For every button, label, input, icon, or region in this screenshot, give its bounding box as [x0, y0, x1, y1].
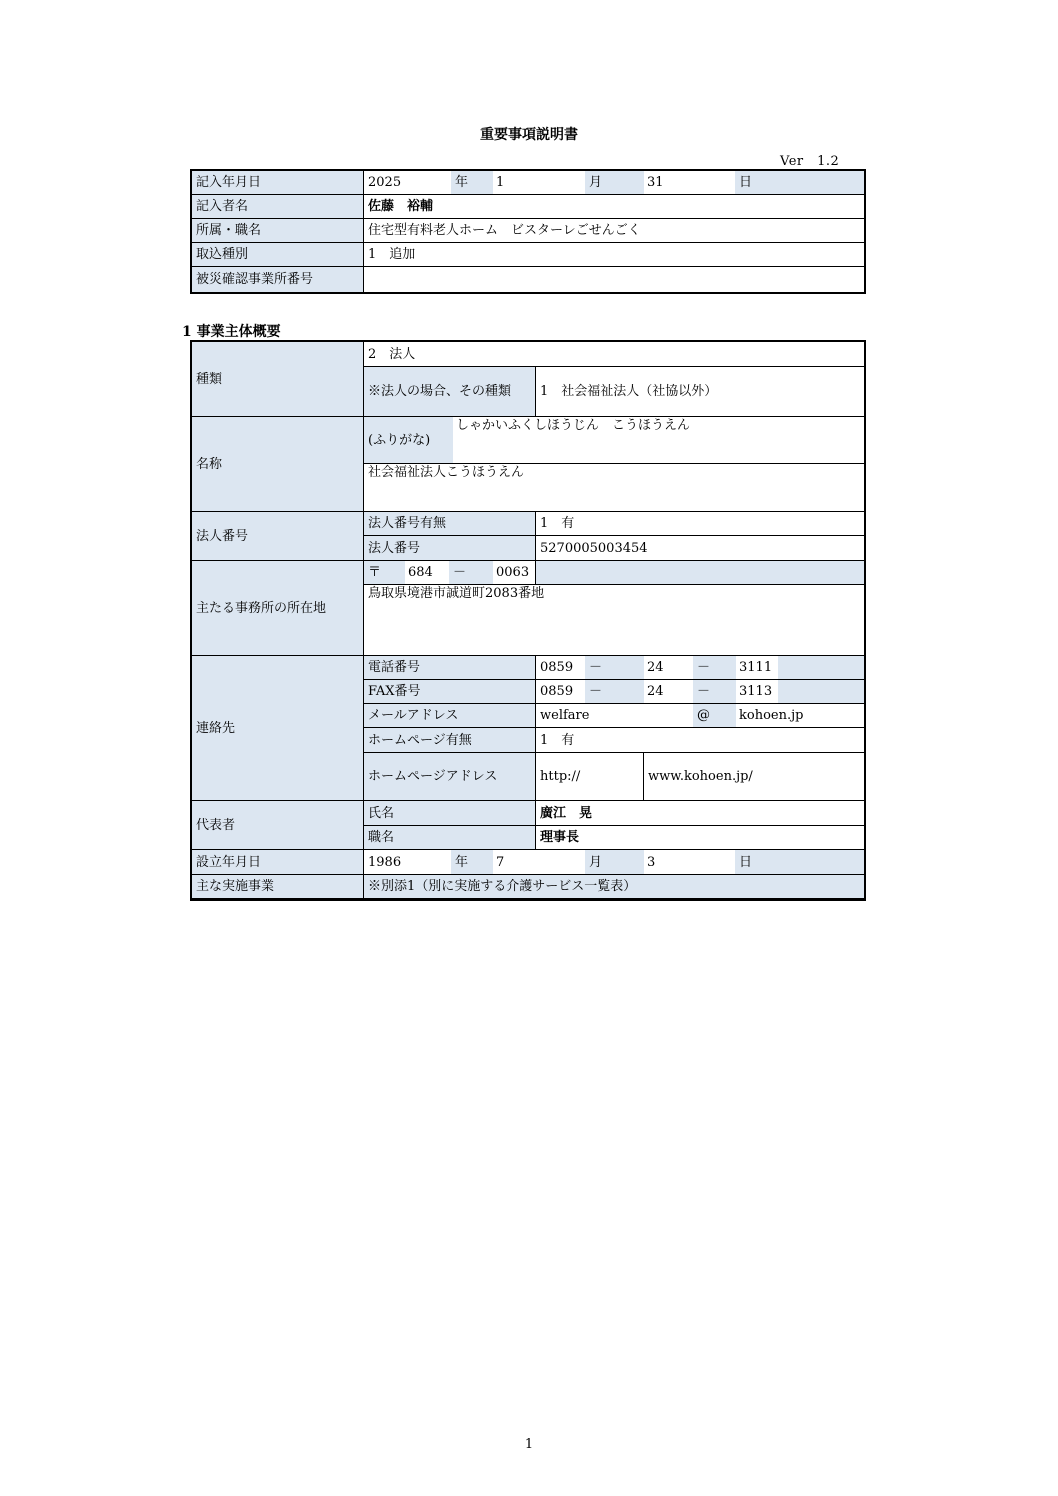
tel-part-3: 3111	[735, 655, 779, 680]
mail-domain: kohoen.jp	[735, 703, 865, 728]
corp-no-label: 法人番号	[191, 511, 364, 561]
corp-no-sub-label: 法人番号	[363, 535, 536, 561]
affiliation-value: 住宅型有料老人ホーム ビスターレごせんごく	[363, 218, 865, 243]
rep-label: 代表者	[191, 800, 364, 850]
est-month: 7	[492, 849, 586, 875]
document-title: 重要事項説明書	[480, 127, 578, 143]
version-label: Ver 1.2	[780, 154, 840, 169]
hp-has-value: 1 有	[535, 727, 865, 753]
organization-table-border	[190, 340, 866, 901]
corp-kind-label: ※法人の場合、その種類	[363, 366, 536, 417]
hp-has-label: ホームページ有無	[363, 727, 536, 753]
entry-day: 31	[643, 170, 736, 195]
entry-month: 1	[492, 170, 586, 195]
author-value: 佐藤 裕輔	[363, 194, 865, 219]
postal-dash: －	[449, 560, 493, 585]
affiliation-label: 所属・職名	[191, 218, 364, 243]
est-label: 設立年月日	[191, 849, 364, 875]
hp-host: www.kohoen.jp/	[643, 752, 865, 801]
entry-year: 2025	[363, 170, 452, 195]
tel-dash-1: －	[585, 655, 644, 680]
entry-date-label: 記入年月日	[191, 170, 364, 195]
fax-dash-1: －	[585, 679, 644, 704]
fax-part-1: 0859	[535, 679, 586, 704]
corp-no-value: 5270005003454	[535, 535, 865, 561]
mail-user: welfare	[535, 703, 694, 728]
est-day: 3	[643, 849, 736, 875]
disaster-office-label: 被災確認事業所番号	[191, 266, 364, 293]
page-number: 1	[524, 1437, 534, 1452]
furigana-value: しゃかいふくしほうじん こうほうえん	[452, 416, 865, 464]
contact-label: 連絡先	[191, 655, 364, 801]
corp-no-has-value: 1 有	[535, 511, 865, 536]
section-heading: 1 事業主体概要	[182, 324, 281, 340]
est-day-unit: 日	[735, 849, 865, 875]
corp-kind-value: 1 社会福祉法人（社協以外）	[535, 366, 865, 417]
address-value: 鳥取県境港市誠道町2083番地	[363, 584, 865, 656]
address-label: 主たる事務所の所在地	[191, 560, 364, 656]
postal-code-2: 0063	[492, 560, 536, 585]
author-label: 記入者名	[191, 194, 364, 219]
name-label: 名称	[191, 416, 364, 512]
tel-dash-2: －	[693, 655, 736, 680]
main-business-value: ※別添1（別に実施する介護サービス一覧表）	[363, 874, 865, 899]
rep-name: 廣江 晃	[535, 800, 865, 826]
hp-scheme: http://	[535, 752, 644, 801]
fax-part-2: 24	[643, 679, 694, 704]
import-type-label: 取込種別	[191, 242, 364, 267]
rep-title: 理事長	[535, 825, 865, 850]
fax-label: FAX番号	[363, 679, 536, 704]
month-unit: 月	[585, 170, 644, 195]
furigana-label: (ふりがな)	[363, 416, 453, 464]
hp-addr-label: ホームページアドレス	[363, 752, 536, 801]
mail-label: メールアドレス	[363, 703, 536, 728]
est-year-unit: 年	[451, 849, 493, 875]
fax-part-3: 3113	[735, 679, 779, 704]
postal-mark: 〒	[363, 560, 405, 585]
est-year: 1986	[363, 849, 452, 875]
postal-code-1: 684	[404, 560, 450, 585]
main-business-label: 主な実施事業	[191, 874, 364, 899]
kind-value: 2 法人	[363, 341, 865, 367]
tel-part-2: 24	[643, 655, 694, 680]
kind-label: 種類	[191, 341, 364, 417]
tel-label: 電話番号	[363, 655, 536, 680]
header-table-border	[190, 169, 866, 294]
rep-title-label: 職名	[363, 825, 536, 850]
year-unit: 年	[451, 170, 493, 195]
tel-part-1: 0859	[535, 655, 586, 680]
corp-no-has-label: 法人番号有無	[363, 511, 536, 536]
mail-at: @	[693, 703, 736, 728]
est-month-unit: 月	[585, 849, 644, 875]
import-type-value: 1 追加	[363, 242, 865, 267]
name-value: 社会福祉法人こうほうえん	[363, 463, 865, 512]
day-unit: 日	[735, 170, 865, 195]
rep-name-label: 氏名	[363, 800, 536, 826]
fax-dash-2: －	[693, 679, 736, 704]
